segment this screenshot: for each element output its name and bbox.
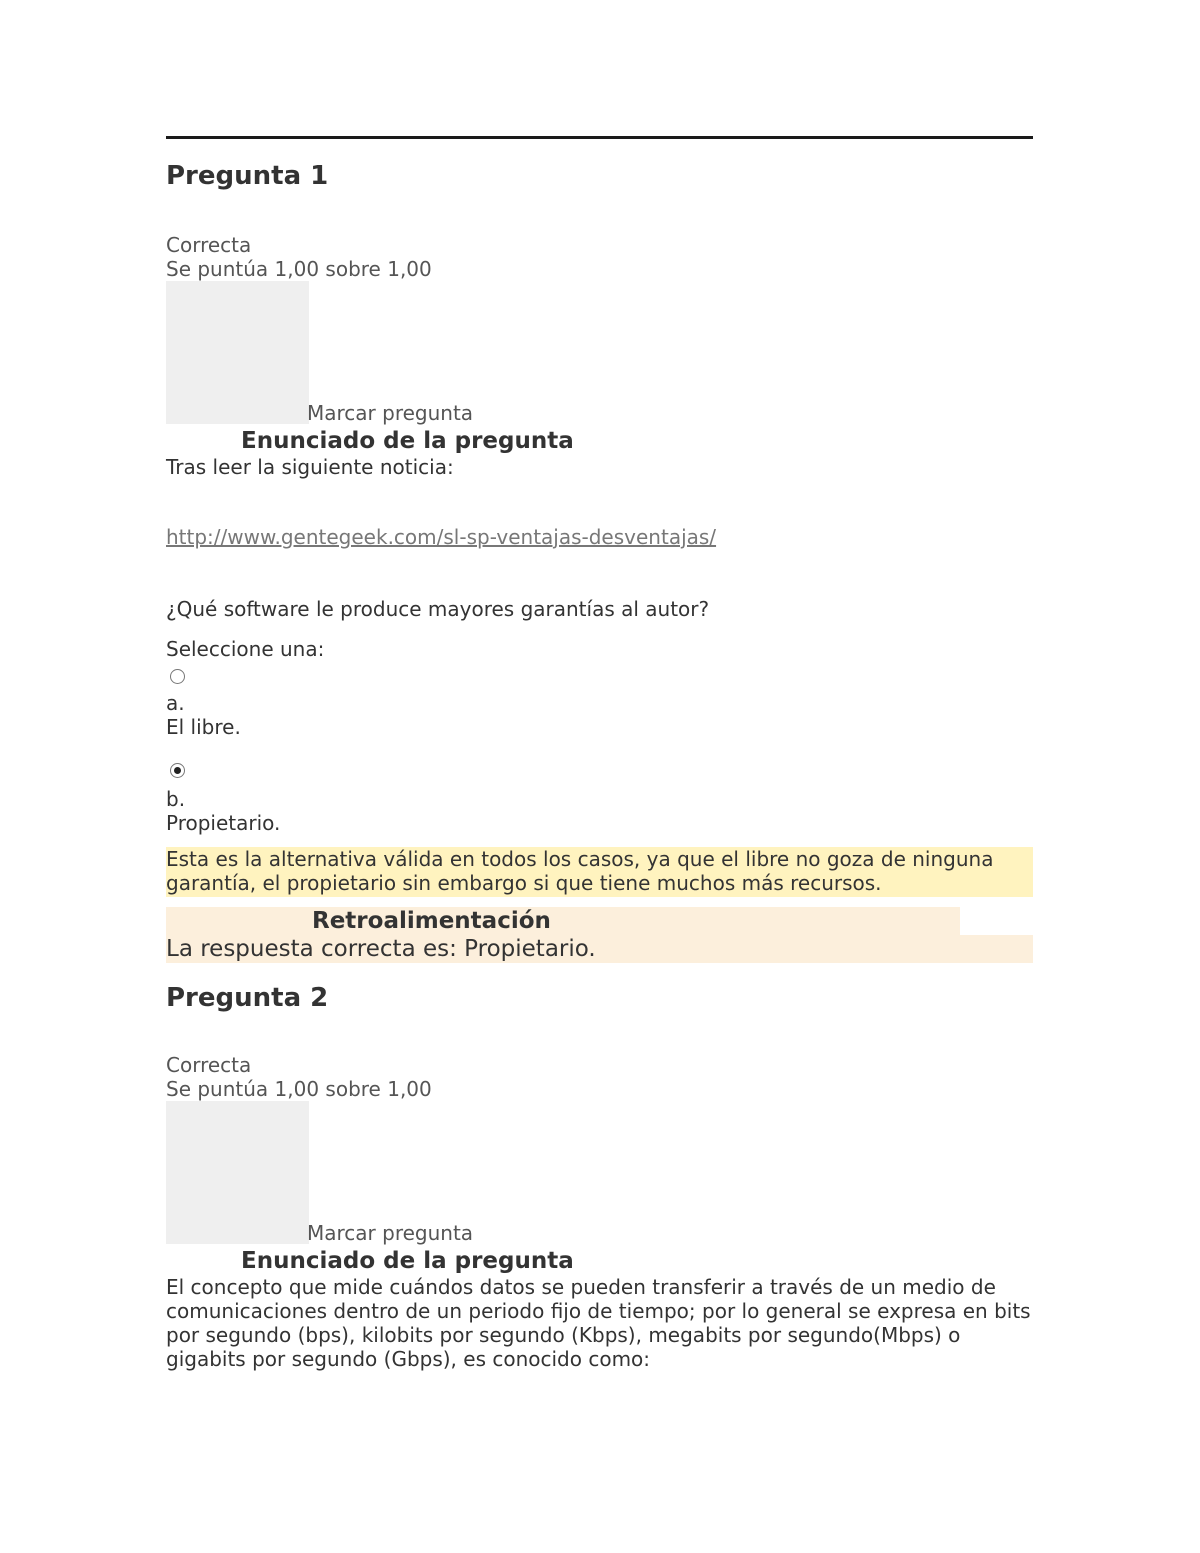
question-state: Correcta [166, 1053, 252, 1077]
flag-icon[interactable] [166, 1101, 309, 1244]
top-divider [166, 136, 1033, 139]
question-2 [166, 981, 1033, 1371]
flag-question-label[interactable]: Marcar pregunta [307, 1221, 474, 1245]
flag-question[interactable] [166, 1101, 1033, 1247]
answer-option-a[interactable] [166, 669, 1033, 739]
option-letter: b. [166, 787, 186, 811]
question-title: Pregunta 1 [166, 161, 329, 191]
option-text: Propietario. [166, 811, 281, 835]
flag-question[interactable] [166, 281, 1033, 427]
question-text: ¿Qué software le produce mayores garantías al autor? [166, 597, 710, 621]
specific-feedback: Esta es la alternativa válida en todos los casos, ya que el libre no goza de ninguna garantía, el propietario sin embargo si que tiene muchos más recursos. [166, 847, 1033, 897]
option-letter: a. [166, 691, 185, 715]
question-grade: Se puntúa 1,00 sobre 1,00 [166, 1077, 432, 1101]
flag-icon[interactable] [166, 281, 309, 424]
radio-button-a[interactable] [170, 669, 185, 684]
question-1 [166, 159, 1033, 963]
statement-heading: Enunciado de la pregunta [241, 428, 574, 454]
flag-question-label[interactable]: Marcar pregunta [307, 401, 474, 425]
option-text: El libre. [166, 715, 241, 739]
radio-button-b[interactable] [170, 763, 185, 778]
question-title: Pregunta 2 [166, 983, 329, 1013]
statement-heading: Enunciado de la pregunta [241, 1248, 574, 1274]
select-prompt: Seleccione una: [166, 637, 325, 661]
question-grade: Se puntúa 1,00 sobre 1,00 [166, 257, 432, 281]
news-link[interactable]: http://www.gentegeek.com/sl-sp-ventajas-desventajas/ [166, 525, 717, 549]
question-statement: El concepto que mide cuándos datos se pueden transferir a través de un medio de comunicaciones dentro de un periodo fijo de tiempo; por lo general se expresa en bits por segundo (bps), kilobits por segundo (Kbps), megabits por segundo(Mbps) o gigabits por segundo (Gbps), es conocido como: [166, 1275, 1031, 1371]
quiz-review-page [166, 136, 1033, 1371]
general-feedback-heading: Retroalimentación [166, 907, 960, 935]
answer-option-b[interactable] [166, 763, 1033, 835]
question-intro: Tras leer la siguiente noticia: [166, 455, 454, 479]
question-state: Correcta [166, 233, 252, 257]
general-feedback: La respuesta correcta es: Propietario. [166, 935, 1033, 963]
